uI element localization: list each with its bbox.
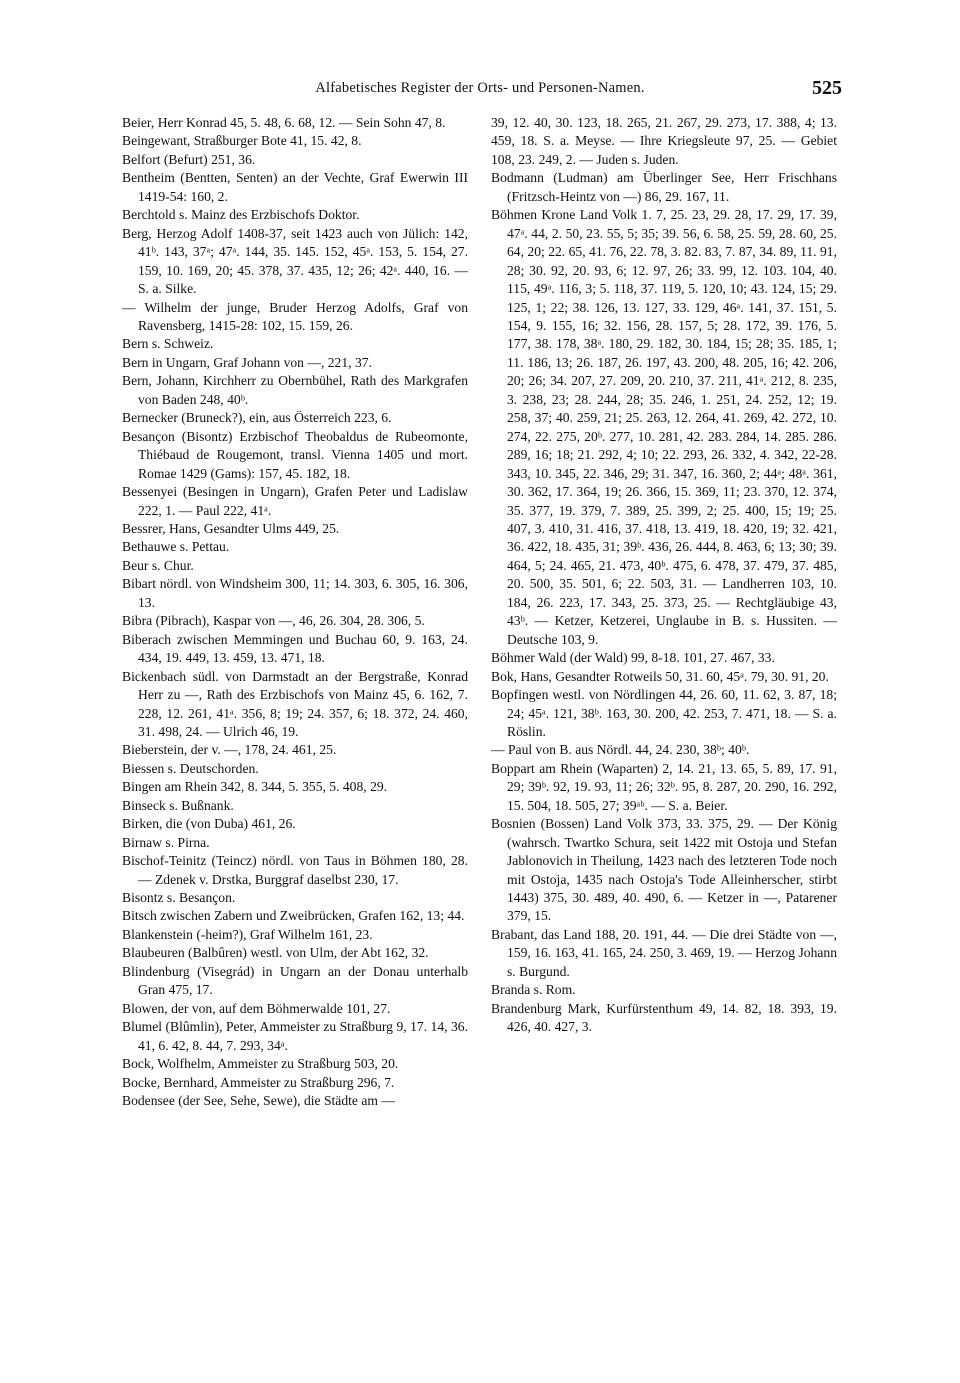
index-entry: Birnaw s. Pirna.: [122, 834, 210, 850]
index-entry: Brabant, das Land 188, 20. 191, 44. — Die drei Städte von —, 159, 16. 163, 41. 165, 24. 250, 3. 469, 19. — Herzog Johann s. Burgund.: [491, 926, 838, 979]
index-entry: Bocke, Bernhard, Ammeister zu Straßburg 296, 7.: [122, 1074, 395, 1090]
index-entry: Belfort (Befurt) 251, 36.: [122, 151, 256, 167]
index-entry: Böhmen Krone Land Volk 1. 7, 25. 23, 29. 28, 17. 29, 17. 39, 47ᵃ. 44, 2. 50, 23. 55, 5; 35; 39. 56, 6. 58, 25. 59, 28. 60, 25. 64, 20; 22. 65, 41. 76, 22. 78, 3. 82. 83, 7. 87, 34. 89, 11. 91, 28; 30. 92, 20. 93, 6; 12. 97, 26; 33. 99, 12. 103. 104, 40. 115, 49ᵃ. 116, 3; 5. 118, 37. 119, 5. 120, 10; 43. 124, 15; 29. 125, 1; 22; 38. 126, 13. 127, 33. 129, 46ᵃ. 141, 37. 151, 5. 154, 9. 155, 16; 32. 156, 28. 157, 5; 28. 172, 39. 176, 5. 177, 38. 178, 38ᵃ. 180, 29. 182, 30. 184, 15; 28; 35. 185, 1; 11. 186, 13; 26. 187, 26. 197, 43. 200, 48. 205, 16; 42. 206, 20; 26; 34. 207, 27. 209, 20. 210, 37. 211, 41ᵃ. 212, 8. 235, 3. 238, 23; 28. 244, 28; 35. 246, 1. 251, 24. 252, 12; 19. 258, 37; 40. 259, 21; 25. 263, 12. 264, 41. 269, 42. 272, 10. 274, 22. 275, 20ᵇ. 277, 10. 281, 42. 283. 284, 14. 285. 286. 289, 16; 18; 21. 292, 4; 10; 22. 293, 26. 332, 4. 342, 22-28. 343, 10. 345, 22. 346, 29; 31. 347, 16. 360, 2; 44ᵃ; 48ᵃ. 361, 30. 362, 17. 364, 19; 26. 366, 15. 369, 11; 23. 370, 12. 374, 35. 377, 19. 379, 7. 389, 25. 399, 2; 25. 400, 15; 19; 25. 407, 3. 410, 31. 416, 37. 418, 13. 419, 18. 420, 19; 32. 421, 36. 422, 18. 435, 31; 39ᵇ. 436, 26. 444, 8. 463, 6; 13; 30; 39. 464, 5; 24. 465, 21. 473, 40ᵇ. 475, 6. 478, 37. 479, 37. 485, 20. 500, 35. 501, 6; 22. 503, 31. — Landherren 103, 10. 184, 26. 223, 17. 343, 25. 373, 25. — Rechtgläubige 43, 43ᵇ. — Ketzer, Ketzerei, Unglaube in B. s. Hussiten. — Deutsche 103, 9.: [491, 207, 837, 647]
index-entry: — Wilhelm der junge, Bruder Herzog Adolfs, Graf von Ravensberg, 1415-28: 102, 15. 159, 26.: [122, 299, 468, 333]
index-entry: Blaubeuren (Balbûren) westl. von Ulm, der Abt 162, 32.: [122, 945, 429, 961]
index-entry: Biberach zwischen Memmingen und Buchau 60, 9. 163, 24. 434, 19. 449, 13. 459, 13. 471, 18.: [122, 631, 468, 666]
index-entry: — Paul von B. aus Nördl. 44, 24. 230, 38ᵇ; 40ᵇ.: [491, 742, 750, 758]
index-entry: Blumel (Blûmlin), Peter, Ammeister zu Straßburg 9, 17. 14, 36. 41, 6. 42, 8. 44, 7. 293, 34ᵃ.: [122, 1019, 468, 1053]
index-entry: Bock, Wolfhelm, Ammeister zu Straßburg 503, 20.: [122, 1056, 399, 1072]
index-entry: Brandenburg Mark, Kurfürstenthum 49, 14. 82, 18. 393, 19. 426, 40. 427, 3.: [491, 1000, 837, 1035]
index-entry: Böhmer Wald (der Wald) 99, 8-18. 101, 27. 467, 33.: [491, 650, 775, 666]
index-entry: Beingewant, Straßburger Bote 41, 15. 42, 8.: [122, 133, 362, 149]
index-entry: Bok, Hans, Gesandter Rotweils 50, 31. 60, 45ᵃ. 79, 30. 91, 20.: [491, 668, 829, 684]
index-entry: Berchtold s. Mainz des Erzbischofs Doktor.: [122, 207, 360, 223]
left-column: [122, 114, 468, 1110]
index-entry: Bieberstein, der v. —, 178, 24. 461, 25.: [122, 742, 337, 758]
index-entry: Bessenyei (Besingen in Ungarn), Grafen Peter und Ladislaw 222, 1. — Paul 222, 41ᵃ.: [122, 484, 468, 518]
index-entry: Bernecker (Bruneck?), ein, aus Österreich 223, 6.: [122, 410, 392, 426]
index-entry: Bopfingen westl. von Nördlingen 44, 26. 60, 11. 62, 3. 87, 18; 24; 45ᵃ. 121, 38ᵇ. 163, 30. 200, 42. 253, 7. 471, 18. — S. a. Röslin.: [491, 687, 837, 739]
running-title: Alfabetisches Register der Orts- und Personen-Namen.: [315, 80, 645, 96]
index-entry: Bibart nördl. von Windsheim 300, 11; 14. 303, 6. 305, 16. 306, 13.: [122, 576, 468, 610]
index-entry: 39, 12. 40, 30. 123, 18. 265, 21. 267, 29. 273, 17. 388, 4; 13. 459, 18. S. a. Meyse. — Ihre Kriegsleute 97, 25. — Gebiet 108, 23. 249, 2. — Juden s. Juden.: [491, 115, 837, 167]
index-entry: Bitsch zwischen Zabern und Zweibrücken, Grafen 162, 13; 44.: [122, 908, 465, 924]
index-entry: Bern, Johann, Kirchherr zu Obernbühel, Rath des Markgrafen von Baden 248, 40ᵇ.: [122, 373, 468, 407]
index-entry: Bern s. Schweiz.: [122, 336, 214, 352]
index-entry: Bingen am Rhein 342, 8. 344, 5. 355, 5. 408, 29.: [122, 779, 388, 795]
index-entry: Bentheim (Bentten, Senten) an der Vechte, Graf Ewerwin III 1419-54: 160, 2.: [122, 170, 468, 204]
index-entry: Bern in Ungarn, Graf Johann von —, 221, 37.: [122, 354, 372, 370]
index-entry: Besançon (Bisontz) Erzbischof Theobaldus de Rubeomonte, Thiébaud de Rougemont, transl. Vienna 1405 und mort. Romae 1429 (Gams): 157, 45. 182, 18.: [122, 428, 468, 481]
index-entry: Bodensee (der See, Sehe, Sewe), die Städte am —: [122, 1093, 395, 1109]
page-number: 525: [812, 77, 842, 99]
index-entry: Beier, Herr Konrad 45, 5. 48, 6. 68, 12. — Sein Sohn 47, 8.: [122, 115, 446, 130]
index-entry: Birken, die (von Duba) 461, 26.: [122, 816, 296, 832]
running-header: [0, 77, 960, 102]
index-entry: Bischof-Teinitz (Teincz) nördl. von Taus in Böhmen 180, 28. — Zdenek v. Drstka, Burggraf daselbst 230, 17.: [122, 853, 468, 887]
index-entry: Beur s. Chur.: [122, 557, 194, 573]
index-entry: Blowen, der von, auf dem Böhmerwalde 101, 27.: [122, 1000, 391, 1016]
index-entry: Bosnien (Bossen) Land Volk 373, 33. 375, 29. — Der König (wahrsch. Twartko Schura, seit 1422 mit Ostoja und Stefan Jablonovich in Theilung, 1423 nach des letzteren Tode noch mit Ostoja, 1435 nach Ostoja's Tode Alleinherscher, stirbt 1443) 375, 30. 489, 40. 490, 6. — Ketzer in —, Patarener 379, 15.: [491, 816, 837, 924]
right-column: [491, 114, 837, 1037]
index-entry: Bethauwe s. Pettau.: [122, 539, 230, 555]
index-entry: Bodmann (Ludman) am Überlinger See, Herr Frischhans (Fritzsch-Heintz von —) 86, 29. 167, 11.: [491, 170, 837, 204]
index-entry: Branda s. Rom.: [491, 982, 576, 998]
index-entry: Bickenbach südl. von Darmstadt an der Bergstraße, Konrad Herr zu —, Rath des Erzbischofs von Mainz 45, 6. 162, 7. 228, 12. 261, 41ᵃ. 356, 8; 19; 24. 357, 6; 18. 372, 24. 460, 31. 498, 24. — Ulrich 46, 19.: [122, 668, 468, 739]
index-entry: Biessen s. Deutschorden.: [122, 760, 259, 776]
index-entry: Boppart am Rhein (Waparten) 2, 14. 21, 13. 65, 5. 89, 17. 91, 29; 39ᵇ. 92, 19. 93, 11; 26; 32ᵇ. 95, 8. 287, 20. 290, 16. 292, 15. 504, 18. 505, 27; 39ᵃᵇ. — S. a. Beier.: [491, 760, 837, 813]
index-entry: Blankenstein (-heim?), Graf Wilhelm 161, 23.: [122, 926, 373, 942]
index-entry: Berg, Herzog Adolf 1408-37, seit 1423 auch von Jülich: 142, 41ᵇ. 143, 37ᵃ; 47ᵃ. 144, 35. 145. 152, 45ᵃ. 153, 5. 154, 27. 159, 10. 169, 20; 45. 378, 37. 435, 12; 26; 42ᵃ. 440, 16. — S. a. Silke.: [122, 225, 468, 297]
index-entry: Binseck s. Bußnank.: [122, 797, 234, 813]
index-entry: Blindenburg (Visegrád) in Ungarn an der Donau unterhalb Gran 475, 17.: [122, 963, 468, 998]
index-entry: Bisontz s. Besançon.: [122, 890, 236, 906]
index-entry: Bibra (Pibrach), Kaspar von —, 46, 26. 304, 28. 306, 5.: [122, 613, 425, 629]
index-entry: Bessrer, Hans, Gesandter Ulms 449, 25.: [122, 520, 340, 536]
